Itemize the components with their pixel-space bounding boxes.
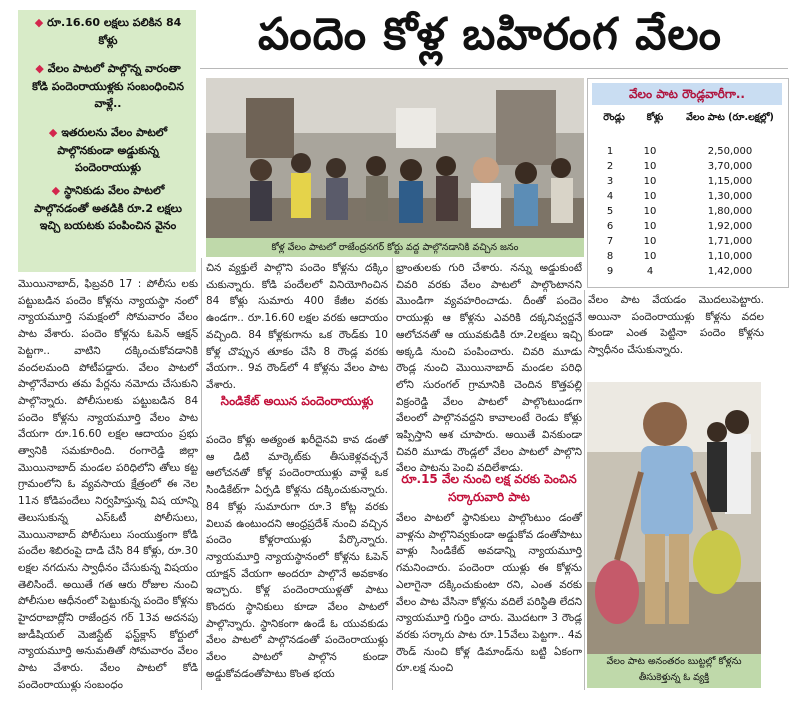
table-title: వేలం పాట రౌండ్లవారీగా..: [592, 83, 782, 105]
highlight-3: ◆ ఇతరులను వేలం పాటలో పాల్గొనకుండా అడ్డుకున్న పందెంరాయుళ్లు: [48, 126, 168, 174]
table-cell-birds: 10: [643, 176, 657, 187]
article-column-3-bottom: వేలం పాటలో స్థానికులు పాల్గొంటుం డంతో వాళ్లను పాల్గొనివ్వకుండా అడ్డుకోవ డంతోపాటు వాళ్లు సిండికేట్ అవడాన్ని న్యాయమూర్తి గమనించారు. పందెంరా యుళ్లు ఈ కోళ్లను ఎలాగైనా దక్కించుకుంటా రని, ఎంత వరకు వేలం పాట వేసినా కోళ్లను వదిలే పరిస్థితి లేదని న్యాయమూర్తి గుర్తిం చారు. మొదటగా 3 రౌండ్ల వరకు సర్కారు పాట రూ.15వేలు పెట్టగా.. 4వ రౌండ్ నుంచి కోళ్ల డిమాండ్‌ను బట్టి ఏకంగా రూ.లక్ష నుంచి: [396, 512, 582, 675]
diamond-bullet-icon: ◆: [35, 62, 44, 75]
table-cell-value: 1,42,000: [707, 266, 753, 277]
table-row: [592, 146, 782, 161]
table-header-birds: కోళ్లు: [646, 112, 664, 123]
table-cell-value: 1,92,000: [707, 221, 753, 232]
photo-caption-1: కోళ్ల వేలం పాటలో రాజేంద్రనగర్ కోర్టు వద్ద పాల్గొనడానికి వచ్చిన జనం: [206, 238, 584, 257]
table-cell-value: 1,30,000: [707, 191, 753, 202]
column-divider: [201, 258, 202, 690]
table-header-auction-value: వేలం పాట (రూ.లక్షల్లో): [686, 112, 774, 123]
table-cell-value: 1,80,000: [707, 206, 753, 217]
man-with-baskets-photo: [587, 382, 761, 654]
column-divider: [584, 290, 585, 690]
table-cell-birds: 10: [643, 191, 657, 202]
diamond-bullet-icon: ◆: [51, 184, 61, 197]
article-column-1: మొయినాబాద్, ఫిబ్రవరి 17 : పోలీసు లకు పట్టుబడిన పందెం కోళ్లను న్యాయస్థా నంలో న్యాయమూర్తి సమక్షంలో సోమవారం వేలం పాట వేశారు. పందెం కోళ్లను ఓపెన్ ఆక్షన్ పెట్టగా.. వాటిని దక్కించుకోవడానికి వందలమంది పోటీపడ్డారు. వేలం పాటలో పాల్గొనేవారు తమ పేర్లను నమోదు చేసుకుని పాల్గొన్నారు. పోలీసులకు పట్టుబడిన 84 పందెం కోళ్లను న్యాయమూర్తి వేలం పాట వేయగా రూ.16.60 లక్షల ఆదాయం ప్రభు త్వానికి సమకూరింది. రంగారెడ్డి జిల్లా మొయినాబాద్ మండల పరిధిలోని తోలు కట్ట గ్రామంలోని ఓ వ్యవసాయ క్షేత్రంలో ఈ నెల 11న కోడిపందేలు నిర్వహిస్తున్న విష యాన్ని తెలుసుకున్న ఎస్ఓటీ పోలీసులు, మొయినాబాద్ పోలీసులు సంయుక్తంగా కోడి పందేల శిబిరంపై దాడి చేసి 84 కోళ్లు, రూ.30 లక్షల నగదును స్వాధీనం చేసుకున్న విషయం తెలిసిందే. అయితే గత ఆరు రోజుల నుంచి పోలీసుల ఆధీనంలో పెట్టుకున్న పందెం కోళ్లను హైదరాబాద్లోని రాజేంద్రన గర్ 13వ అదనపు జుడీషియల్ మెజిస్టేట్ ఫస్ట్‌క్లాస్ కోర్టులో న్యాయమూర్తి అనుమతితో సోమవారం వేలం పాట వేశారు. వేలం పాటలో కోడి పందెంరాయుళ్లు సంబంధం: [18, 278, 198, 691]
diamond-bullet-icon: ◆: [34, 16, 44, 29]
table-cell-birds: 10: [643, 221, 657, 232]
article-column-4: వేలం పాట వేయడం మొదలుపెట్టారు. అయినా పందెంరాయుళ్లు కోళ్లను వదల కుండా ఎంత పెట్టినా పందెం కోళ్లను స్వాధీనం చేసుకున్నారు.: [588, 294, 764, 357]
table-row: [592, 221, 782, 236]
crowd-photo-image: [206, 78, 584, 238]
table-cell-value: 1,15,000: [707, 176, 753, 187]
highlights-box: [18, 10, 196, 272]
subhead-govt-price: రూ.15 వేల నుంచి లక్ష వరకు పెంచిన సర్కారువారి పాట: [401, 472, 577, 504]
table-cell-value: 1,71,000: [707, 236, 753, 247]
highlight-2: ◆ వేలం పాటలో పాల్గొన్న వారంతా కోడి పందెంరాయుళ్లకు సంబంధించిన వాళ్లే..: [32, 62, 184, 110]
table-cell-birds: 10: [643, 146, 657, 157]
table-row: [592, 161, 782, 176]
article-column-2-bottom: పందెం కోళ్లు అత్యంత ఖరీదైనవి కావ డంతో ఆ డిటి మార్కెట్‌కు తీసుకెళ్లవచ్చనే ఆలోచనతో కోళ్ల పందెంరాయుళ్లు వాళ్లే ఒక సిండికేట్‌గా ఏర్పడి కోళ్లను దక్కించుకున్నారు. 84 కోళ్లు సుమారుగా రూ.3 కోట్ల వరకు విలువ ఉంటుందని ఆంధ్రప్రదేశ్ నుంచి వచ్చిన పందెం కోళ్లరాయుళ్లు పేర్కొన్నారు. న్యాయమూర్తి న్యాయస్థానంలో కోళ్లను ఓపెన్ యాక్షన్ వేయగా అందరూ పాల్గొనే అవకాశం ఇచ్చారు. కోళ్ల పందెంరాయుళ్లతో పాటు కొందరు స్థానికులు కూడా వేలం పాటలో పాల్గొన్నారు. స్థానికంగా ఉండే ఓ యువకుడు వేలం పాటలో పాల్గొనడంతో పందెంరాయుళ్లు వేలం పాటలో పాల్గొన కుండా అడ్డుకోవడంతోపాటు కొంత భయ: [206, 434, 388, 680]
table-cell-value: 1,10,000: [707, 251, 753, 262]
table-cell-round: 8: [606, 251, 614, 262]
headline: పందెం కోళ్ల బహిరంగ వేలం: [258, 9, 722, 60]
man-with-baskets-image: [587, 382, 761, 654]
article-column-3-top: భ్రాంతులకు గురి చేశారు. నన్ను అడ్డుకుంటే చివరి వరకు వేలం పాటలో పాల్గొంటానని మొండిగా వ్యవహరించాడు. దీంతో పందెం రాయుళ్లు ఆ కోళ్లను ఎవరికి దక్కనివ్వద్దనే ఆలోచనతో ఆ యువకుడికి రూ.2లక్షలు ఇచ్చి అక్కడి నుంచి పంపించారు. చివరి మూడు రౌండ్ల నుంచి మొయినాబాద్ మండల పరిధి లోని సురంగల్ గ్రామానికి చెందిన కొత్తపల్లి విక్రంరెడ్డి వేలం పాటలో పాల్గొంటుండగా వేలంలో పాల్గొనవద్దని కావాలంటే రెండు కోళ్లు ఇప్పిస్తాని ఆశ చూపారు. అయితే వినకుండా చివరి మూడు రౌండ్లలో వేలం పాటలో పాల్గొని వేలం పాటను పెంచి వదిలేశాడు.: [396, 262, 582, 475]
table-row: [592, 176, 782, 191]
table-header-rounds: రౌండ్లు: [603, 112, 625, 123]
table-row: [592, 206, 782, 221]
table-cell-round: 6: [606, 221, 614, 232]
table-cell-round: 3: [606, 176, 614, 187]
article-column-2-top: చిన వ్యక్తులే పాల్గొని పందెం కోళ్లను దక్కిం చుకున్నారు. కోడి పందేలలో వినియోగించిన 84 కోళ్లు సుమారు 400 కేజీల వరకు ఉండగా.. రూ.16.60 లక్షల వరకు ఆదాయం వచ్చింది. 84 కోళ్లకుగాను ఒక రౌండ్‌కు 10 కోళ్ల చొప్పున తూకం చేసి 8 రౌండ్ల వరకు వేయగా.. 9వ రౌండ్‌లో 4 కోళ్లను వేలం పాట వేశారు.: [206, 262, 388, 391]
table-cell-birds: 4: [646, 266, 654, 277]
table-cell-round: 7: [606, 236, 614, 247]
table-cell-round: 9: [606, 266, 614, 277]
headline-divider: [200, 68, 788, 69]
table-cell-value: 3,70,000: [707, 161, 753, 172]
highlight-4: ◆ స్థానికుడు వేలం పాటలో పాల్గొనడంతో అతడికి రూ.2 లక్షలు ఇచ్చి బయటకు పంపించిన వైనం: [34, 184, 182, 232]
table-cell-birds: 10: [643, 251, 657, 262]
table-row: [592, 266, 782, 281]
table-cell-round: 2: [606, 161, 614, 172]
table-cell-round: 5: [606, 206, 614, 217]
table-row: [592, 191, 782, 206]
photo-caption-2: వేలం పాట అనంతరం బుట్టల్లో కోళ్లను తీసుకెళ్తున్న ఓ వ్యక్తి: [587, 654, 761, 688]
diamond-bullet-icon: ◆: [48, 126, 58, 139]
table-row: [592, 251, 782, 266]
subhead-syndicate: సిండికేట్ అయిన పందెంరాయుళ్లు: [220, 394, 374, 408]
table-cell-round: 1: [606, 146, 614, 157]
table-cell-value: 2,50,000: [707, 146, 753, 157]
table-cell-birds: 10: [643, 236, 657, 247]
table-cell-round: 4: [606, 191, 614, 202]
table-body: [592, 146, 782, 286]
table-cell-birds: 10: [643, 206, 657, 217]
table-cell-birds: 10: [643, 161, 657, 172]
table-row: [592, 236, 782, 251]
crowd-photo: [206, 78, 584, 238]
highlight-1: ◆ రూ.16.60 లక్షలు పలికిన 84 కోళ్లు: [34, 16, 182, 47]
column-divider: [392, 258, 393, 690]
